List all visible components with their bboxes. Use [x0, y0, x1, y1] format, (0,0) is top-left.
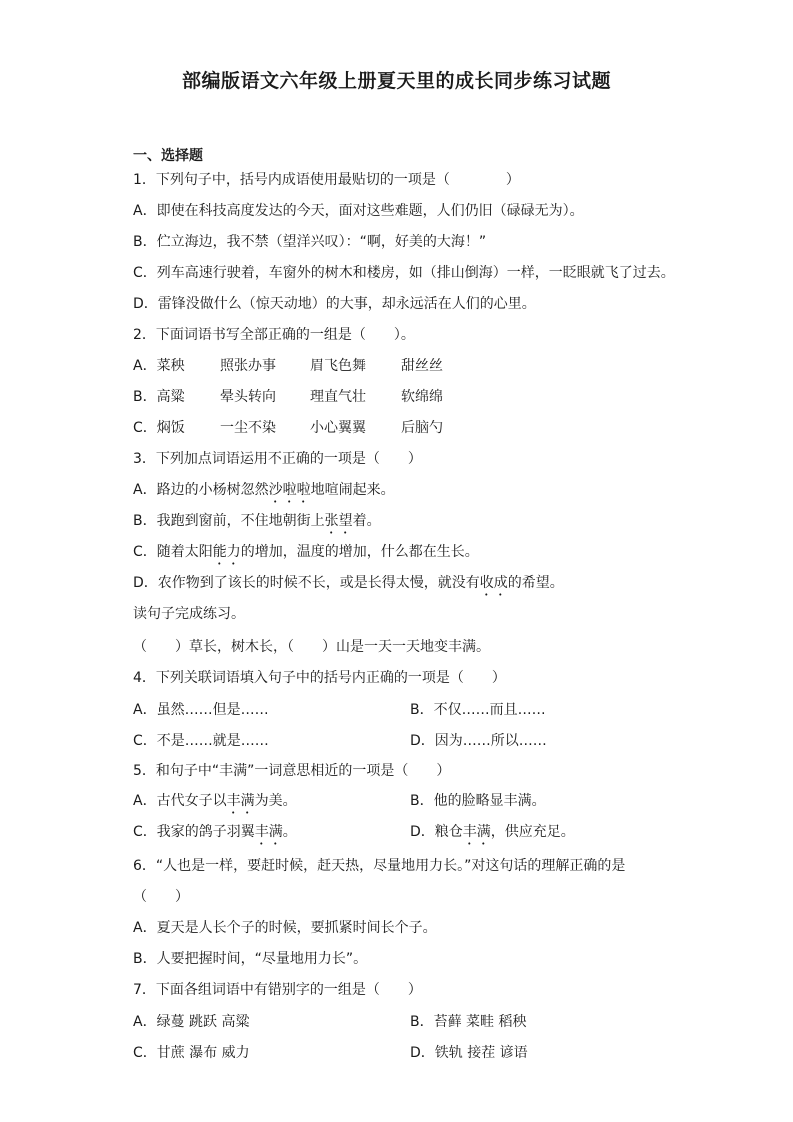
- q7-option-a: A．绿蔓 跳跃 高粱: [133, 1014, 250, 1030]
- q3-b-text-end: 着。: [352, 513, 381, 529]
- q5-a-text-end: 为美。: [254, 793, 297, 809]
- q3-stem: 3．下列加点词语运用不正确的一项是（ ）: [133, 451, 422, 467]
- q2-option-a-word-2: 照张办事: [220, 358, 276, 374]
- q4-option-c: C．不是……就是……: [133, 733, 269, 749]
- q1-option-b: B．伫立海边，我不禁（望洋兴叹）：“啊，好美的大海！”: [133, 234, 487, 250]
- q6-stem-continuation: （ ）: [133, 889, 189, 905]
- q3-a-dotted-word: 沙啦啦: [268, 482, 311, 498]
- q1-option-c: C．列车高速行驶着，车窗外的树木和楼房，如（排山倒海）一样，一眨眼就飞了过去。: [133, 265, 675, 281]
- q7-option-b: B．苔藓 菜畦 稻秧: [410, 1014, 527, 1030]
- q1-option-a: A．即使在科技高度发达的今天，面对这些难题，人们仍旧（碌碌无为）。: [133, 203, 584, 219]
- q3-b-text: B．我跑到窗前，不住地朝街上: [133, 513, 325, 529]
- q3-d-text: D．农作物到了该长的时候不长，或是长得太慢，就没有: [133, 575, 480, 591]
- q2-option-c-word-2: 一尘不染: [220, 420, 276, 436]
- q7-option-d: D．铁轨 接茬 谚语: [410, 1045, 528, 1061]
- q5-d-text-end: ，供应充足。: [490, 824, 575, 840]
- q5-d-dotted-word: 丰满: [462, 824, 491, 840]
- q1-stem: 1．下列句子中，括号内成语使用最贴切的一项是（ ）: [133, 172, 520, 188]
- q4-option-a: A．虽然……但是……: [133, 702, 269, 718]
- q2-option-c-word-4: 后脑勺: [401, 420, 443, 436]
- q5-c-text-end: 。: [282, 824, 297, 840]
- q3-option-c: [133, 542, 479, 568]
- q4-stem: 4．下列关联词语填入句子中的括号内正确的一项是（ ）: [133, 670, 506, 686]
- q1-option-d: D．雷锋没做什么（惊天动地）的大事，却永远活在人们的心里。: [133, 296, 536, 312]
- q3-option-a: [133, 480, 395, 506]
- q4-option-b: B．不仅……而且……: [410, 702, 546, 718]
- q2-option-c-word-1: C．焖饭: [133, 420, 185, 436]
- q7-option-c: C．甘蔗 瀑布 威力: [133, 1045, 250, 1061]
- section-heading: 一、选择题: [133, 148, 203, 164]
- q2-option-a-word-3: 眉飞色舞: [310, 358, 366, 374]
- q6-option-b: B．人要把握时间，“尽量地用力长”。: [133, 951, 368, 967]
- q3-c-dotted-word: 能力: [212, 544, 241, 560]
- q5-option-d: [410, 822, 575, 848]
- q3-c-text: C．随着太阳: [133, 544, 213, 560]
- q5-a-dotted-word: 丰满: [226, 793, 255, 809]
- q3-c-text-end: 的增加，温度的增加，什么都在生长。: [240, 544, 479, 560]
- q5-option-c: [133, 822, 297, 848]
- q2-option-a-word-1: A．菜秧: [133, 358, 185, 374]
- q2-option-b-word-3: 理直气壮: [310, 389, 366, 405]
- page-title: 部编版语文六年级上册夏天里的成长同步练习试题: [181, 70, 611, 92]
- q3-d-text-end: 的希望。: [507, 575, 564, 591]
- reading-sentence: （ ）草长，树木长，（ ）山是一天一天地变丰满。: [133, 639, 490, 655]
- q7-stem: 7．下面各组词语中有错别字的一组是（ ）: [133, 982, 422, 998]
- q2-stem: 2．下面词语书写全部正确的一组是（ ）。: [133, 327, 415, 343]
- q5-option-b: [410, 791, 546, 811]
- q2-option-b-word-1: B．高粱: [133, 389, 185, 405]
- q5-d-text: D．粮仓: [410, 824, 463, 840]
- q2-option-b-word-4: 软绵绵: [401, 389, 443, 405]
- q2-option-b-word-2: 晕头转向: [220, 389, 276, 405]
- q3-option-d: [133, 573, 564, 599]
- q5-stem: 5．和句子中“丰满”一词意思相近的一项是（ ）: [133, 763, 451, 779]
- q5-b-text-end: 。: [531, 793, 546, 809]
- q3-a-text: A．路边的小杨树忽然: [133, 482, 269, 498]
- q3-option-b: [133, 511, 381, 537]
- q6-stem: 6．“人也是一样，要赶时候，赶天热，尽量地用力长。”对这句话的理解正确的是: [133, 858, 626, 874]
- q5-c-text: C．我家的鸽子羽翼: [133, 824, 255, 840]
- q5-b-text: B．他的脸略显: [410, 793, 504, 809]
- q3-a-text-end: 地喧闹起来。: [310, 482, 395, 498]
- reading-intro: 读句子完成练习。: [133, 606, 245, 622]
- q5-option-a: [133, 791, 297, 817]
- q2-option-c-word-3: 小心翼翼: [310, 420, 366, 436]
- q3-d-dotted-word: 收成: [479, 575, 508, 591]
- q3-b-dotted-word: 张望: [324, 513, 353, 529]
- q6-option-a: A．夏天是人长个子的时候，要抓紧时间长个子。: [133, 920, 437, 936]
- q5-a-text: A．古代女子以: [133, 793, 227, 809]
- q4-option-d: D．因为……所以……: [410, 733, 547, 749]
- q5-b-word: 丰满: [503, 793, 532, 809]
- q5-c-dotted-word: 丰满: [254, 824, 283, 840]
- q2-option-a-word-4: 甜丝丝: [401, 358, 443, 374]
